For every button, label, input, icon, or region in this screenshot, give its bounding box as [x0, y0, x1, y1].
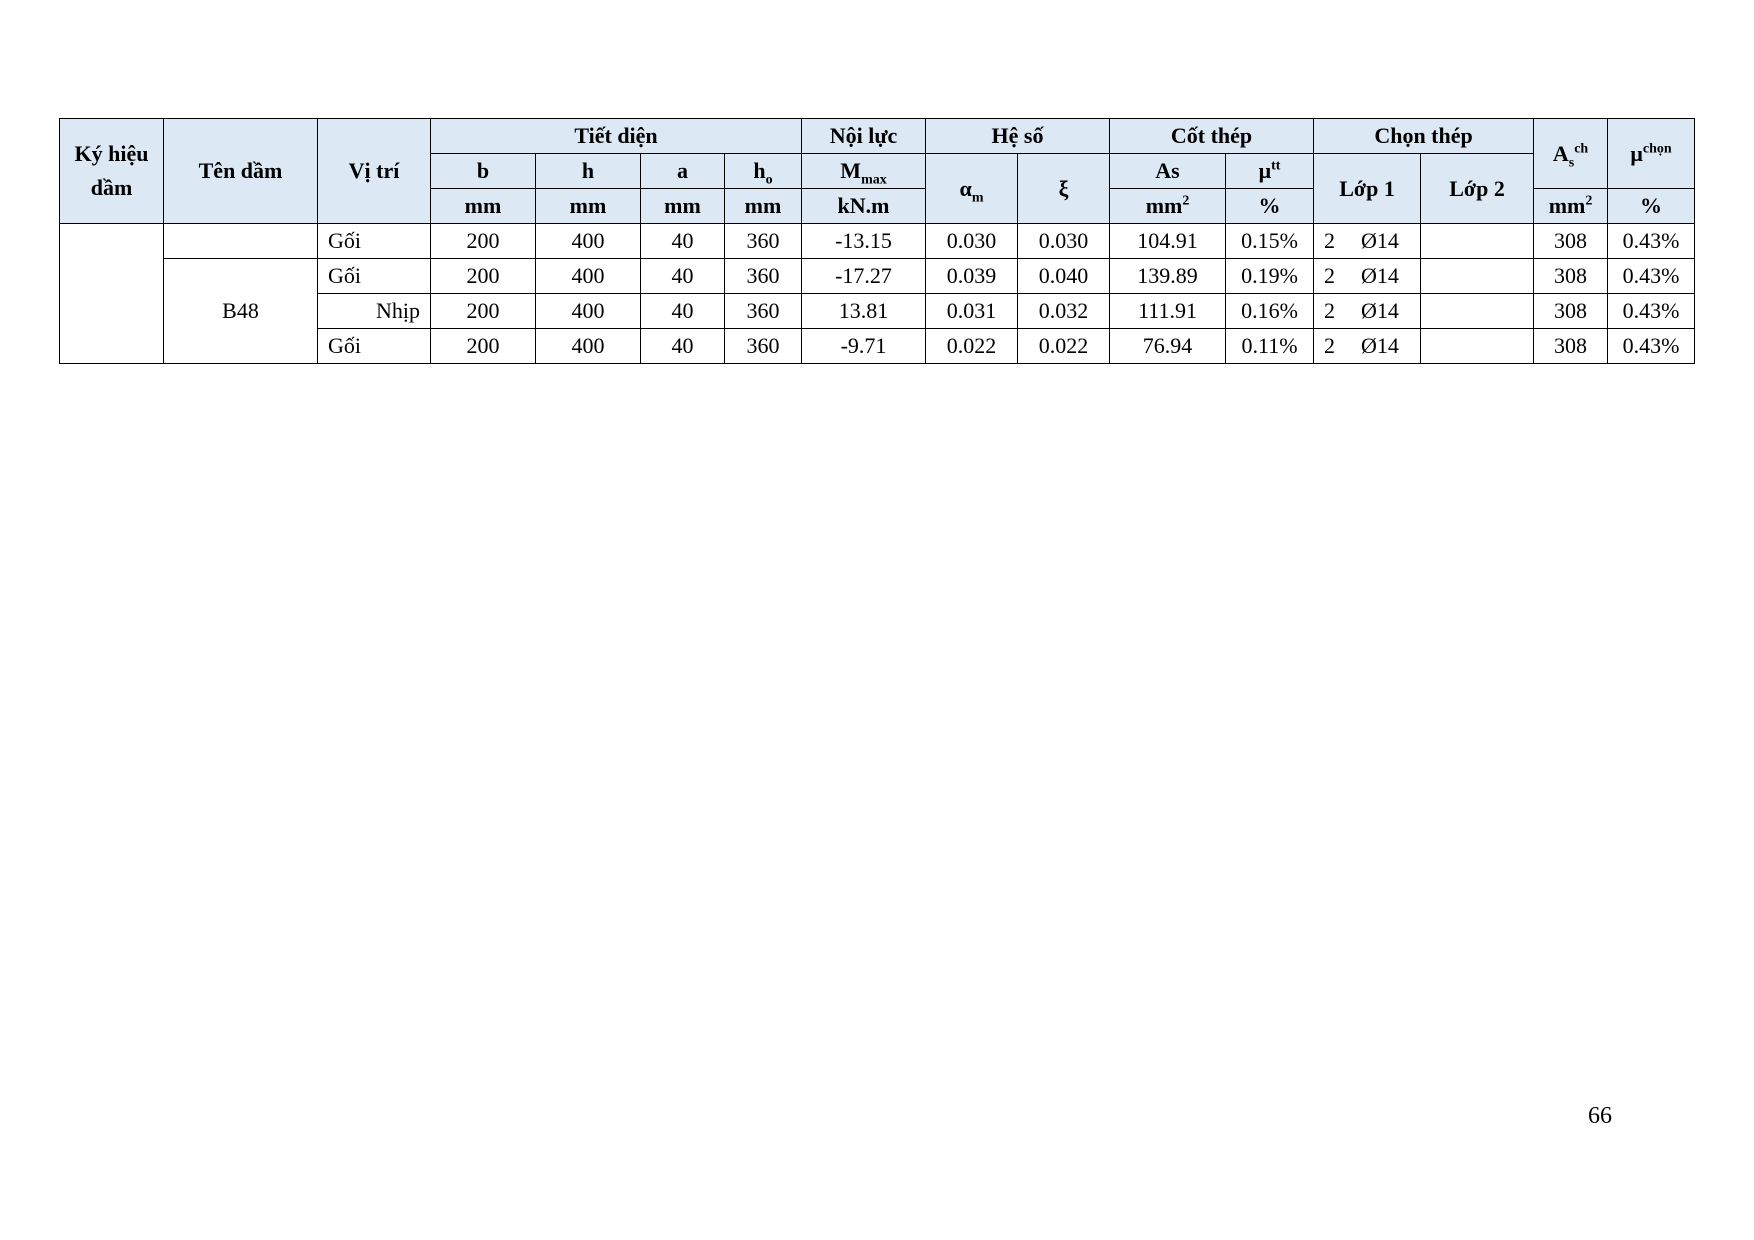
header-tiet-dien: Tiết diện [431, 119, 802, 154]
b-cell: 200 [431, 294, 536, 329]
header-chon-thep: Chọn thép [1314, 119, 1534, 154]
h-cell: 400 [536, 329, 641, 364]
a-cell: 40 [641, 329, 725, 364]
mu-tt-cell: 0.16% [1226, 294, 1314, 329]
mu-tt-cell: 0.15% [1226, 224, 1314, 259]
mmax-cell: -9.71 [802, 329, 926, 364]
header-vi-tri: Vị trí [318, 119, 431, 224]
lop-1-cell [1314, 224, 1421, 259]
header-as-ch: $A_s^{ch}$ [1534, 119, 1608, 189]
header-mu-tt: $\mu^{tt}$ [1226, 154, 1314, 189]
as-cell: 76.94 [1110, 329, 1226, 364]
beam-reinforcement-table [59, 118, 1695, 364]
mu-chon-cell: 0.43% [1608, 329, 1695, 364]
ho-cell: 360 [725, 224, 802, 259]
as-cell: 104.91 [1110, 224, 1226, 259]
b-cell: 200 [431, 329, 536, 364]
table-row [60, 224, 1695, 259]
header-mu-chon: $\mu^{chọn}$ [1608, 119, 1695, 189]
bar-count: 2 [1324, 263, 1336, 288]
header-ten-dam: Tên dầm [164, 119, 318, 224]
unit-mu-tt: % [1226, 189, 1314, 224]
alpha-m-cell: 0.022 [926, 329, 1018, 364]
h-cell: 400 [536, 224, 641, 259]
header-cot-thep: Cốt thép [1110, 119, 1314, 154]
lop-1-cell [1314, 329, 1421, 364]
mu-chon-cell: 0.43% [1608, 259, 1695, 294]
b-cell: 200 [431, 259, 536, 294]
lop-2-cell [1421, 329, 1534, 364]
as-ch-cell: 308 [1534, 329, 1608, 364]
as-cell: 111.91 [1110, 294, 1226, 329]
unit-as-ch: $mm^2$ [1534, 189, 1608, 224]
mu-chon-cell: 0.43% [1608, 224, 1695, 259]
xi-cell: 0.022 [1018, 329, 1110, 364]
alpha-m-cell: 0.030 [926, 224, 1018, 259]
as-ch-cell: 308 [1534, 294, 1608, 329]
header-row-1 [60, 119, 1695, 154]
bar-count: 2 [1324, 298, 1336, 323]
header-b: b [431, 154, 536, 189]
header-ky-hieu-dam: Ký hiệu dầm [60, 119, 164, 224]
lop-1-cell [1314, 294, 1421, 329]
bar-diameter: Ø14 [1361, 298, 1399, 323]
ho-cell: 360 [725, 259, 802, 294]
ten-dam-cell: B48 [164, 259, 318, 364]
unit-a: mm [641, 189, 725, 224]
mmax-cell: -13.15 [802, 224, 926, 259]
ho-cell: 360 [725, 329, 802, 364]
mmax-cell: 13.81 [802, 294, 926, 329]
alpha-m-cell: 0.039 [926, 259, 1018, 294]
page-number: 66 [1588, 1103, 1612, 1129]
xi-cell: 0.030 [1018, 224, 1110, 259]
bar-count: 2 [1324, 228, 1336, 253]
ten-dam-cell-empty [164, 224, 318, 259]
bar-count: 2 [1324, 333, 1336, 358]
header-as: As [1110, 154, 1226, 189]
header-mmax: $M_{max}$ [802, 154, 926, 189]
as-ch-cell: 308 [1534, 259, 1608, 294]
unit-ho: mm [725, 189, 802, 224]
unit-h: mm [536, 189, 641, 224]
lop-2-cell [1421, 259, 1534, 294]
table-row [60, 259, 1695, 294]
unit-mmax: kN.m [802, 189, 926, 224]
header-lop-1: Lớp 1 [1314, 154, 1421, 224]
header-ho: $h_o$ [725, 154, 802, 189]
header-lop-2: Lớp 2 [1421, 154, 1534, 224]
h-cell: 400 [536, 259, 641, 294]
vi-tri-cell: Nhịp [318, 294, 431, 329]
ho-cell: 360 [725, 294, 802, 329]
b-cell: 200 [431, 224, 536, 259]
vi-tri-cell: Gối [318, 329, 431, 364]
vi-tri-cell: Gối [318, 259, 431, 294]
vi-tri-cell: Gối [318, 224, 431, 259]
bar-diameter: Ø14 [1361, 228, 1399, 253]
h-cell: 400 [536, 294, 641, 329]
lop-2-cell [1421, 224, 1534, 259]
header-xi: ξ [1018, 154, 1110, 224]
bar-diameter: Ø14 [1361, 333, 1399, 358]
header-noi-luc: Nội lực [802, 119, 926, 154]
mu-tt-cell: 0.11% [1226, 329, 1314, 364]
ky-hieu-dam-cell [60, 224, 164, 364]
xi-cell: 0.032 [1018, 294, 1110, 329]
header-a: a [641, 154, 725, 189]
xi-cell: 0.040 [1018, 259, 1110, 294]
bar-diameter: Ø14 [1361, 263, 1399, 288]
mu-chon-cell: 0.43% [1608, 294, 1695, 329]
mmax-cell: -17.27 [802, 259, 926, 294]
lop-2-cell [1421, 294, 1534, 329]
header-alpha-m: $\alpha_m$ [926, 154, 1018, 224]
lop-1-cell [1314, 259, 1421, 294]
header-h: h [536, 154, 641, 189]
as-ch-cell: 308 [1534, 224, 1608, 259]
header-he-so: Hệ số [926, 119, 1110, 154]
unit-as: $mm^2$ [1110, 189, 1226, 224]
as-cell: 139.89 [1110, 259, 1226, 294]
alpha-m-cell: 0.031 [926, 294, 1018, 329]
a-cell: 40 [641, 294, 725, 329]
unit-mu-chon: % [1608, 189, 1695, 224]
a-cell: 40 [641, 259, 725, 294]
mu-tt-cell: 0.19% [1226, 259, 1314, 294]
a-cell: 40 [641, 224, 725, 259]
unit-b: mm [431, 189, 536, 224]
